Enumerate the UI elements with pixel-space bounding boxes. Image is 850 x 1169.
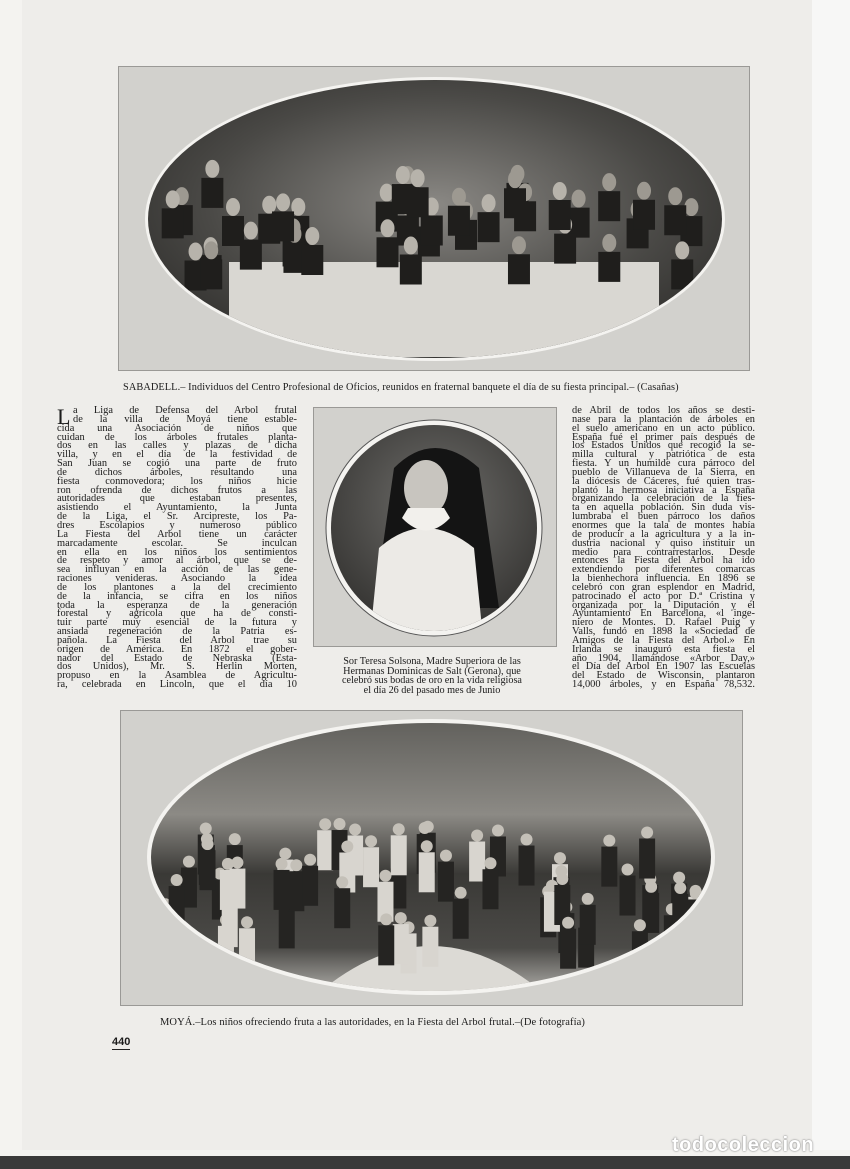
person-figure bbox=[279, 848, 291, 860]
person-figure bbox=[639, 839, 655, 879]
person-figure bbox=[422, 927, 438, 967]
person-figure bbox=[562, 917, 574, 929]
caption-line: Sor Teresa Solsona, Madre Superiora de las bbox=[343, 656, 521, 667]
text-line: pueblo de Villanueva de la Sierra, en bbox=[572, 466, 755, 478]
person-figure bbox=[262, 196, 276, 214]
text-line: año 1904, llamándose «Arbor Day,» bbox=[572, 652, 755, 664]
text-line: ra, celebrada en Lincoln, que el día 10 bbox=[57, 679, 297, 691]
person-figure bbox=[673, 872, 685, 884]
person-figure bbox=[664, 205, 686, 235]
text-line: villa, y en el día de la festividad de bbox=[57, 449, 297, 461]
person-figure bbox=[288, 871, 304, 911]
person-figure bbox=[272, 211, 294, 241]
person-figure bbox=[226, 198, 240, 216]
person-figure bbox=[301, 245, 323, 275]
caption-line: Hermanas Dominicas de Salt (Gerona), que bbox=[343, 665, 521, 677]
person-figure bbox=[512, 236, 526, 254]
person-figure bbox=[183, 856, 195, 868]
portrait-photo-caption bbox=[312, 657, 552, 695]
text-line: asistiendo el Ayuntamiento, la Junta bbox=[57, 502, 297, 514]
person-figure bbox=[276, 193, 290, 211]
person-figure bbox=[380, 913, 392, 925]
text-line: España fué el primer país después de bbox=[572, 431, 755, 443]
text-line: Irlanda se inauguró esta fiesta el bbox=[572, 643, 755, 655]
person-figure bbox=[452, 188, 466, 206]
person-figure bbox=[603, 835, 615, 847]
text-line: de la villa de Moyá tiene estable- bbox=[73, 413, 297, 425]
person-figure bbox=[484, 857, 496, 869]
text-line: organizada por la Diputación y el bbox=[572, 599, 755, 611]
watermark: todocoleccion bbox=[672, 1134, 815, 1156]
person-figure bbox=[200, 850, 216, 890]
person-figure bbox=[204, 241, 218, 259]
text-line: extendiendo por diferentes comarcas bbox=[572, 564, 755, 576]
person-figure bbox=[395, 912, 407, 924]
text-line: nase para la plantación de árboles en bbox=[572, 413, 755, 425]
person-figure bbox=[158, 910, 174, 950]
person-figure bbox=[508, 254, 530, 284]
person-figure bbox=[290, 859, 302, 871]
drop-cap: L bbox=[57, 404, 71, 429]
person-figure bbox=[601, 847, 617, 887]
person-figure bbox=[421, 840, 433, 852]
person-figure bbox=[455, 887, 467, 899]
person-figure bbox=[440, 850, 452, 862]
person-figure bbox=[419, 822, 431, 834]
text-line: medio para contrarrestarlos. Desde bbox=[572, 546, 755, 558]
person-figure bbox=[166, 190, 180, 208]
person-figure bbox=[419, 852, 435, 892]
person-figure bbox=[668, 187, 682, 205]
person-figure bbox=[334, 888, 350, 928]
person-figure bbox=[634, 919, 646, 931]
person-figure bbox=[572, 190, 586, 208]
person-figure bbox=[637, 182, 651, 200]
text-line: ta en aquella población. Sin duda vis- bbox=[572, 502, 755, 514]
text-line: la diócesis de Cáceres, fué quien tras- bbox=[572, 475, 755, 487]
person-figure bbox=[229, 833, 241, 845]
text-line: el Día del Arbol En 1907 las Escuelas bbox=[572, 661, 755, 673]
text-line: de dichos árboles, resultando una bbox=[57, 466, 297, 478]
person-figure bbox=[363, 847, 379, 887]
person-figure bbox=[684, 198, 698, 216]
page-margin bbox=[812, 0, 850, 1150]
text-line: cuidan de los árboles frutales planta- bbox=[57, 431, 297, 443]
text-line: Ayuntamiento En Barcelona, «l inge- bbox=[572, 608, 755, 620]
text-line: los Estados Unidos que recogió la se- bbox=[572, 440, 755, 452]
person-figure bbox=[471, 830, 483, 842]
text-line: nador del Estado de Nebraska (Esta- bbox=[57, 652, 297, 664]
person-figure bbox=[189, 243, 203, 261]
person-figure bbox=[482, 869, 498, 909]
person-figure bbox=[200, 823, 212, 835]
person-figure bbox=[602, 173, 616, 191]
page-number: 440 bbox=[112, 1036, 131, 1048]
text-line: cida una Asociación de niños que bbox=[57, 422, 297, 434]
text-line: celebró con gran esplendor en Madrid, bbox=[572, 581, 755, 593]
person-figure bbox=[276, 858, 288, 870]
person-figure bbox=[379, 870, 391, 882]
caption-line: el día 26 del pasado mes de Junio bbox=[363, 684, 501, 696]
text-line: pañola. La Fiesta del Arbol trae su bbox=[57, 634, 297, 646]
person-figure bbox=[508, 170, 522, 188]
portrait-photo-image bbox=[314, 408, 558, 648]
person-figure bbox=[222, 907, 238, 947]
person-figure bbox=[620, 876, 636, 916]
text-line: entonces la Fiesta del Arbol ha ido bbox=[572, 555, 755, 567]
person-figure bbox=[378, 925, 394, 965]
text-line: La Fiesta del Arbol tiene un carácter bbox=[57, 528, 297, 540]
text-line: origen de América. En 1872 el gober- bbox=[57, 643, 297, 655]
person-figure bbox=[201, 178, 223, 208]
children-fiesta-photo-image bbox=[121, 711, 744, 1007]
text-line: del Estado de Wisconsin, plantaron bbox=[572, 670, 755, 682]
person-figure bbox=[411, 169, 425, 187]
text-line: fiesta conmovedora; los niños hicie bbox=[57, 475, 297, 487]
portrait-photo bbox=[313, 407, 557, 647]
text-line: en ella en los niños los sentimientos bbox=[57, 546, 297, 558]
person-figure bbox=[556, 873, 568, 885]
person-figure bbox=[521, 834, 533, 846]
text-line: la bienhechora influencia. En 1896 se bbox=[572, 573, 755, 585]
person-figure bbox=[317, 830, 333, 870]
text-line: autoridades que estaban presentes, bbox=[57, 493, 297, 505]
person-figure bbox=[674, 882, 686, 894]
text-line: propuso en la Asamblea de Agricultu- bbox=[57, 670, 297, 682]
person-figure bbox=[641, 827, 653, 839]
person-figure bbox=[675, 241, 689, 259]
person-figure bbox=[319, 818, 331, 830]
text-line: el suelo americano en un acto público. bbox=[572, 422, 755, 434]
text-line: Valls, fundó en 1898 la «Sociedad de bbox=[572, 626, 755, 638]
person-figure bbox=[560, 929, 576, 969]
person-figure bbox=[305, 227, 319, 245]
person-figure bbox=[553, 182, 567, 200]
text-line: dustria nacional y quiso instituir un bbox=[572, 537, 755, 549]
text-line: sea influyan en la acción de las gene- bbox=[57, 564, 297, 576]
text-line: de la Liga, el Sr. Arcipreste, los Pa- bbox=[57, 511, 297, 523]
person-figure bbox=[424, 915, 436, 927]
person-figure bbox=[598, 252, 620, 282]
person-figure bbox=[229, 869, 245, 909]
text-line: tuir parte muy esencial de la futura y bbox=[57, 617, 297, 629]
text-line: de producir a la agricultura y a la in- bbox=[572, 528, 755, 540]
person-figure bbox=[393, 823, 405, 835]
person-figure bbox=[421, 215, 443, 245]
text-line: dos en las calles y plazas de dicha bbox=[57, 440, 297, 452]
text-line: toda la esperanza de la generación bbox=[57, 599, 297, 611]
text-line: niero de Montes. D. Rafael Puig y bbox=[572, 617, 755, 629]
person-figure bbox=[407, 187, 429, 217]
person-figure bbox=[453, 899, 469, 939]
person-figure bbox=[554, 852, 566, 864]
text-line: San Juan se cogió una parte de fruto bbox=[57, 458, 297, 470]
person-figure bbox=[396, 166, 410, 184]
person-figure bbox=[598, 191, 620, 221]
person-figure bbox=[244, 222, 258, 240]
person-figure bbox=[336, 876, 348, 888]
person-figure bbox=[334, 818, 346, 830]
text-line: 14,000 árboles, y en España 78,532. bbox=[572, 679, 755, 691]
person-figure bbox=[279, 908, 295, 948]
text-line: dos Unidos), Mr. S. Herlin Morten, bbox=[57, 661, 297, 673]
person-figure bbox=[582, 893, 594, 905]
person-figure bbox=[171, 874, 183, 886]
text-line: enormes que la tala de montes había bbox=[572, 519, 755, 531]
text-line: Amigos de la Fiesta del Arbol.» En bbox=[572, 634, 755, 646]
text-line: a Liga de Defensa del Arbol frutal bbox=[73, 405, 297, 416]
person-figure bbox=[304, 854, 316, 866]
person-figure bbox=[504, 188, 526, 218]
person-figure bbox=[241, 916, 253, 928]
text-line: fiesta. Y un humilde cura párroco del bbox=[572, 458, 755, 470]
children-fiesta-photo-caption: MOYÁ.–Los niños ofreciendo fruta a las autoridades, en la Fiesta del Arbol frutal.–(De fotografía) bbox=[160, 1017, 586, 1028]
person-figure bbox=[645, 881, 657, 893]
text-line: dres Escolapios y numeroso público bbox=[57, 519, 297, 531]
person-figure bbox=[302, 866, 318, 906]
text-line: de la infancia, se cifra en los niños bbox=[57, 590, 297, 602]
person-figure bbox=[274, 870, 290, 910]
banquet-photo-image bbox=[119, 67, 751, 372]
person-figure bbox=[633, 200, 655, 230]
text-line: de respeto y amor al árbol, que se de- bbox=[57, 555, 297, 567]
person-figure bbox=[240, 240, 262, 270]
person-figure bbox=[391, 835, 407, 875]
person-figure bbox=[341, 840, 353, 852]
person-figure bbox=[365, 835, 377, 847]
person-figure bbox=[438, 862, 454, 902]
text-line: raciones venideras. Asociando la idea bbox=[57, 573, 297, 585]
person-figure bbox=[482, 194, 496, 212]
text-line: forestal y agrícola que ha de consti- bbox=[57, 608, 297, 620]
banquet-photo bbox=[118, 66, 750, 371]
person-figure bbox=[554, 234, 576, 264]
person-figure bbox=[580, 905, 596, 945]
person-figure bbox=[162, 208, 184, 238]
person-figure bbox=[549, 200, 571, 230]
banquet-photo-caption: SABADELL.– Individuos del Centro Profesional de Oficios, reunidos en fraternal banquete el día de su fiesta principal.– (Casañas) bbox=[123, 382, 679, 393]
person-figure bbox=[380, 184, 394, 202]
text-line: ansiada regeneración de la Patria es- bbox=[57, 626, 297, 638]
caption-line: celebró sus bodas de oro en la vida religiosa bbox=[342, 675, 522, 687]
text-line: patrocinado el acto por D.ª Cristina y bbox=[572, 590, 755, 602]
person-figure bbox=[231, 857, 243, 869]
person-figure bbox=[349, 823, 361, 835]
text-line: lumbraba el buen párroco los daños bbox=[572, 511, 755, 523]
person-figure bbox=[622, 864, 634, 876]
text-line: de Abril de todos los años se desti- bbox=[572, 405, 755, 416]
person-figure bbox=[404, 237, 418, 255]
person-figure bbox=[400, 255, 422, 285]
bottom-bar bbox=[0, 1156, 850, 1169]
person-figure bbox=[202, 838, 214, 850]
text-line: ron ofrenda de dichos frutos a las bbox=[57, 484, 297, 496]
person-figure bbox=[377, 237, 399, 267]
person-figure bbox=[205, 160, 219, 178]
children-fiesta-photo bbox=[120, 710, 743, 1006]
person-figure bbox=[393, 924, 409, 964]
text-line: milla cultural y patriótica de esta bbox=[572, 449, 755, 461]
person-figure bbox=[448, 206, 470, 236]
text-line: marcadamente escolar. Se inculcan bbox=[57, 537, 297, 549]
person-figure bbox=[381, 219, 395, 237]
text-line: de los plantones a la del crecimiento bbox=[57, 581, 297, 593]
text-line: organizando la celebración de la fies- bbox=[572, 493, 755, 505]
person-figure bbox=[492, 824, 504, 836]
text-line: plantó la hermosa iniciativa a España bbox=[572, 484, 755, 496]
article-right-column bbox=[572, 407, 755, 690]
person-figure bbox=[602, 234, 616, 252]
person-figure bbox=[478, 212, 500, 242]
person-figure bbox=[519, 846, 535, 886]
article-left-column bbox=[57, 404, 297, 691]
person-figure bbox=[200, 259, 222, 289]
